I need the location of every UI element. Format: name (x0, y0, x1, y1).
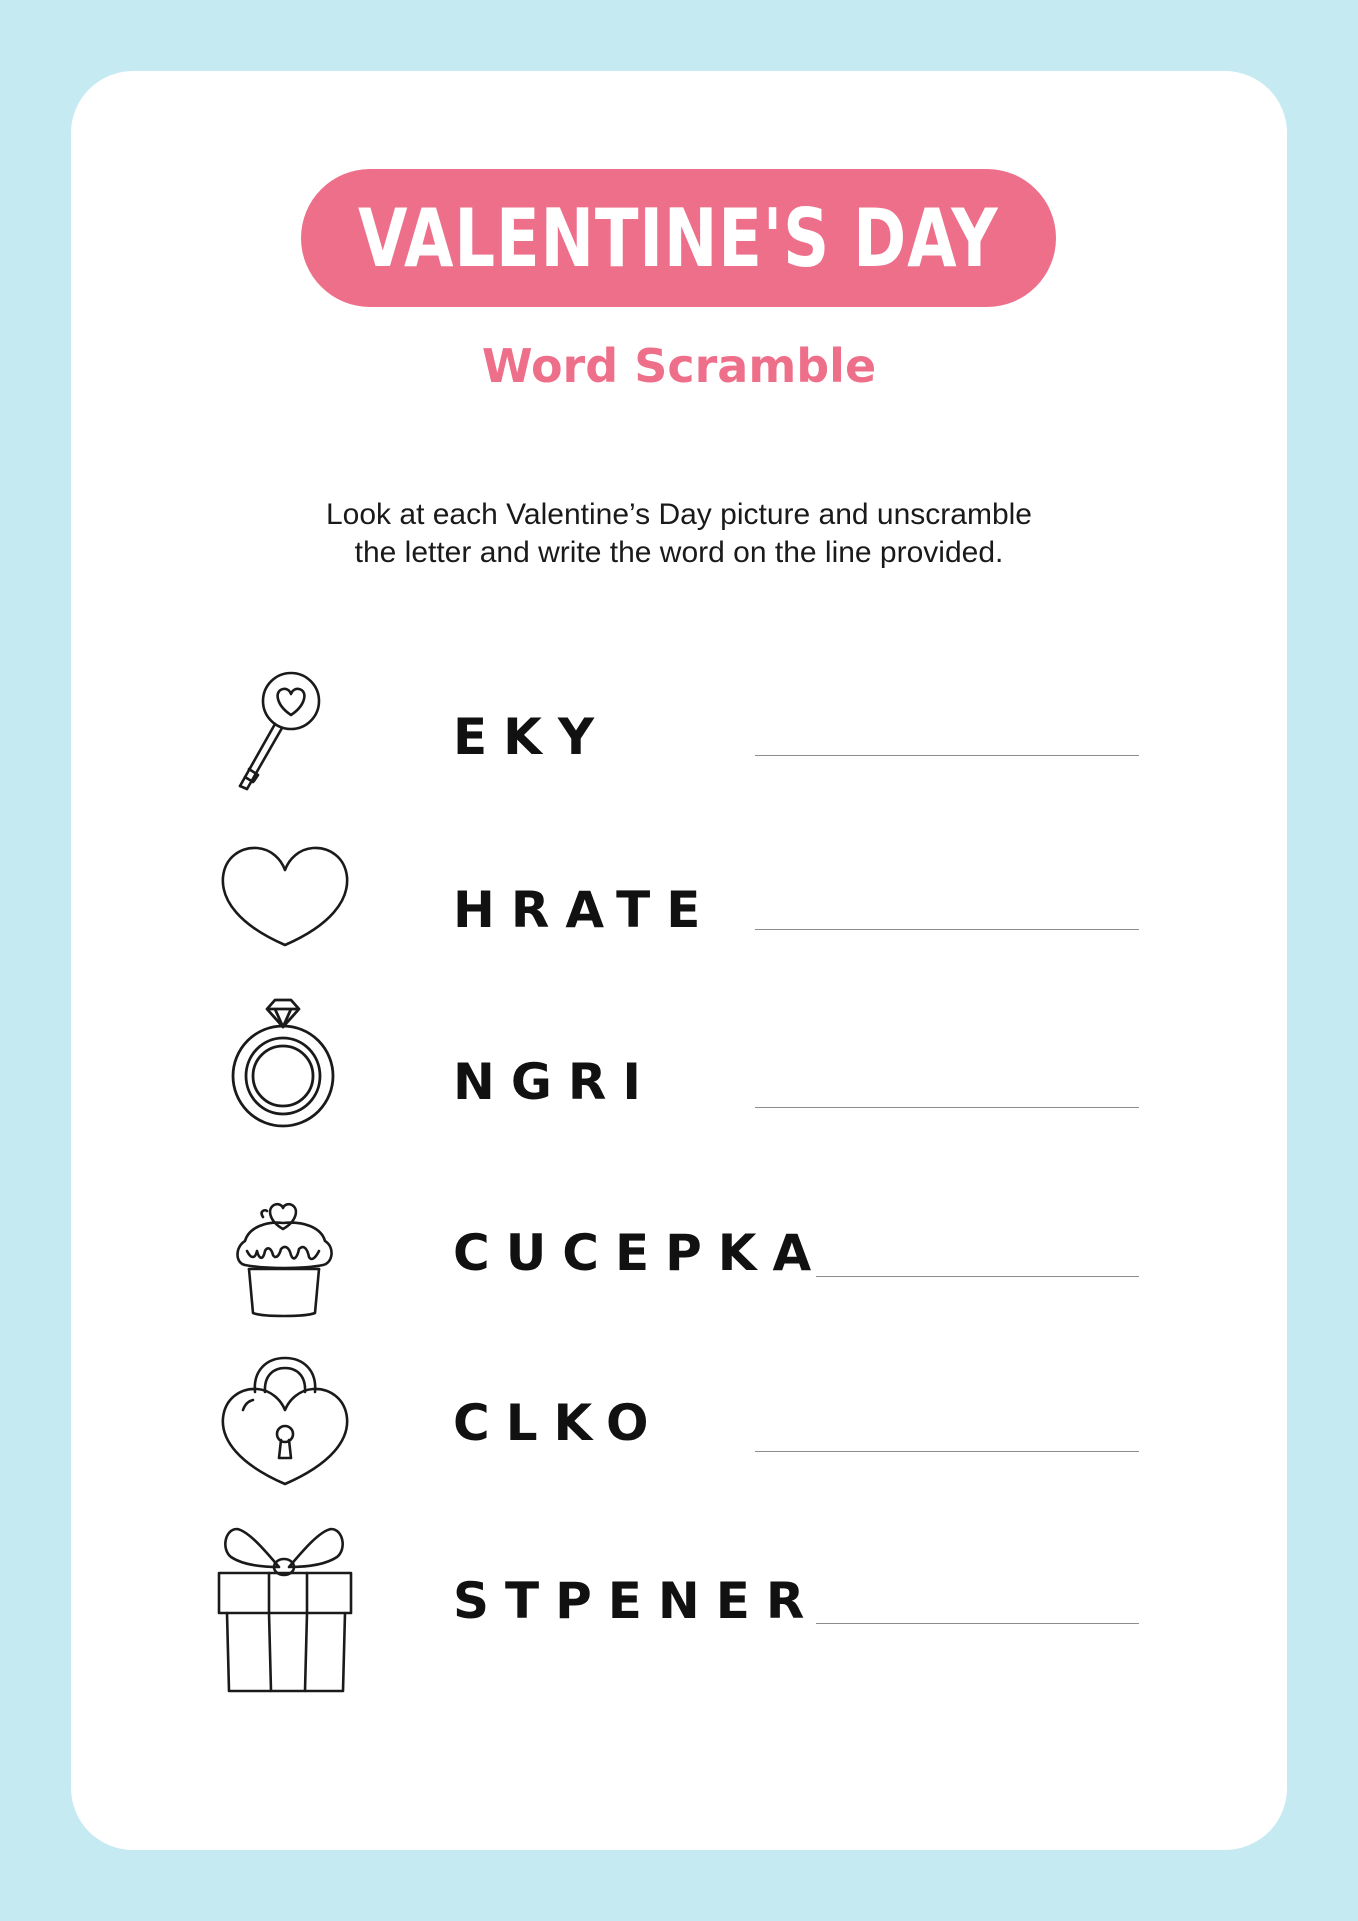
cupcake-icon (233, 1189, 335, 1321)
page-title: VALENTINE'S DAY (358, 191, 999, 285)
diamond-ring-icon (231, 997, 335, 1129)
answer-line-1[interactable] (755, 755, 1139, 756)
answer-line-4[interactable] (816, 1276, 1139, 1277)
answer-line-6[interactable] (816, 1623, 1139, 1624)
answer-line-3[interactable] (755, 1107, 1139, 1108)
instructions-line-1: Look at each Valentine’s Day picture and unscramble (326, 498, 1032, 531)
gift-box-icon (217, 1523, 353, 1695)
scrambled-word-5: CLKO (453, 1394, 665, 1452)
scrambled-word-1: EKY (453, 708, 611, 766)
scrambled-word-4: CUCEPKA (453, 1224, 828, 1282)
answer-line-5[interactable] (755, 1451, 1139, 1452)
heart-key-icon (236, 669, 336, 791)
title-banner (301, 169, 1056, 307)
subtitle: Word Scramble (481, 339, 877, 393)
worksheet-card (71, 71, 1287, 1850)
scrambled-word-2: HRATE (453, 881, 717, 939)
instructions (71, 496, 1287, 572)
instructions-line-2: the letter and write the word on the line provided. (354, 536, 1004, 569)
heart-icon (219, 845, 351, 949)
heart-lock-icon (219, 1354, 351, 1488)
answer-line-2[interactable] (755, 929, 1139, 930)
scrambled-word-3: NGRI (453, 1053, 657, 1111)
scrambled-word-6: STPENER (453, 1572, 821, 1630)
